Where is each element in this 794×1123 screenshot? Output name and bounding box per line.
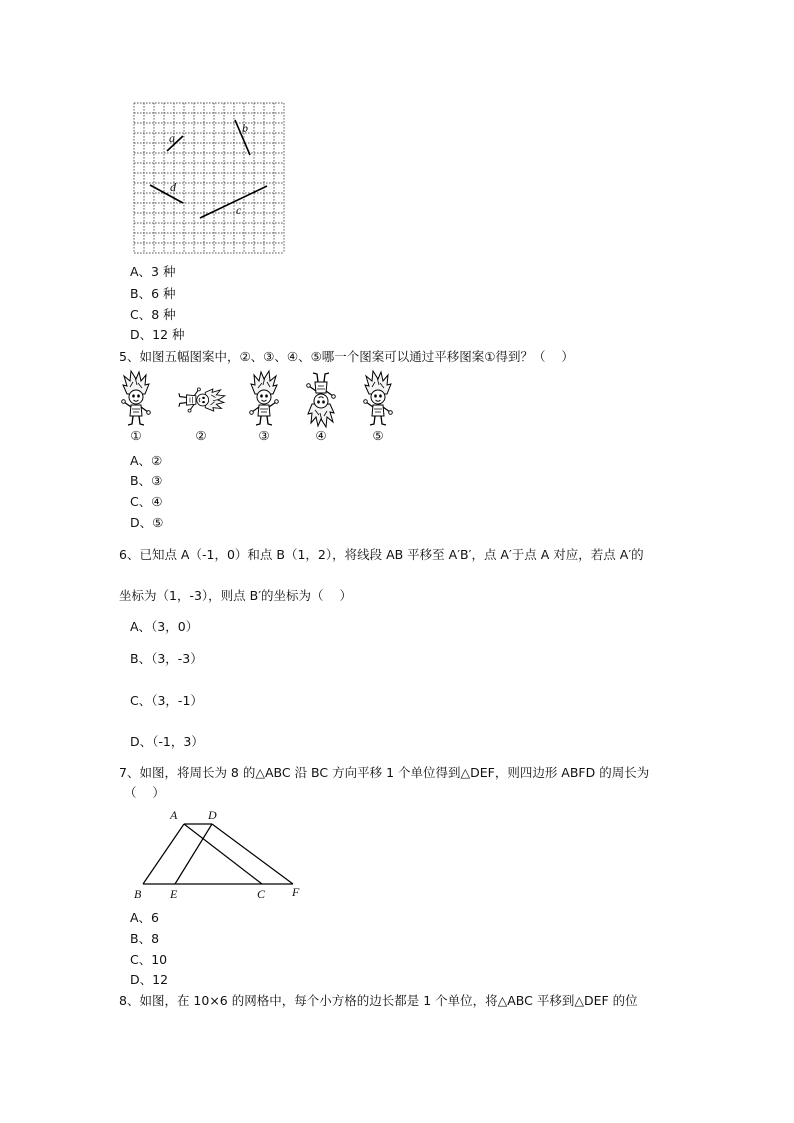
segment-df [212,824,293,884]
point-label-a: A [170,808,178,822]
q7-triangle-figure [130,805,310,900]
q4-option-d: D、12 种 [130,327,185,342]
q6-option-a: A、（3，0） [130,619,199,634]
q6-option-c: C、（3，-1） [130,693,203,708]
segment-de [175,824,212,884]
q6-option-d: D、（-1，3） [130,734,204,749]
point-label-d: D [208,808,217,822]
segment-ab [143,824,184,884]
q6-stem-line2: 坐标为（1，-3），则点 B′的坐标为（ ） [119,588,352,603]
segment-ac [184,824,262,884]
point-label-c: C [257,887,266,901]
mascot-figure-2 [179,388,225,412]
figure-label-4: ④ [315,428,327,443]
q7-option-c: C、10 [130,952,168,967]
q5-option-b: B、③ [130,473,163,488]
grid-lines [134,103,284,253]
mascot-figure-3 [250,371,279,425]
figure-label-1: ① [130,428,142,443]
mascot-figure-4 [307,373,336,427]
q4-option-b: B、6 种 [130,286,176,301]
point-label-b: B [134,887,142,901]
q7-stem-line2: （ ） [124,785,165,800]
q5-option-d: D、⑤ [130,515,164,530]
figure-label-2: ② [195,428,207,443]
q7-option-a: A、6 [130,910,160,925]
q5-option-a: A、② [130,453,163,468]
mascot-figure-5 [364,371,393,425]
point-label-f: F [292,885,300,899]
segment-d [150,185,183,203]
label-c: c [236,203,242,217]
q4-option-c: C、8 种 [130,307,176,322]
q7-stem-line1: 7、如图，将周长为 8 的△ABC 沿 BC 方向平移 1 个单位得到△DEF，则四边形 ABFD 的周长为 [119,765,650,780]
q5-option-c: C、④ [130,494,163,509]
label-a: a [169,131,175,145]
label-b: b [242,121,248,135]
figure-label-5: ⑤ [372,428,384,443]
q7-option-b: B、8 [130,931,160,946]
label-d: d [170,180,176,194]
mascot-figure-1 [122,371,151,425]
figure-label-3: ③ [258,428,270,443]
q4-option-a: A、3 种 [130,264,176,279]
q6-option-b: B、（3，-3） [130,651,203,666]
point-label-e: E [170,887,178,901]
q5-mascot-figures [115,370,405,445]
q6-stem-line1: 6、已知点 A（-1，0）和点 B（1，2），将线段 AB 平移至 A′B′，点 A′于点 A 对应，若点 A′的 [119,547,644,562]
q7-option-d: D、12 [130,972,169,987]
q8-stem-line1: 8、如图，在 10×6 的网格中，每个小方格的边长都是 1 个单位，将△ABC 平移到△DEF 的位 [119,993,638,1008]
q5-stem: 5、如图五幅图案中，②、③、④、⑤哪一个图案可以通过平移图案①得到？（ ） [119,349,574,364]
q4-grid-figure [133,102,285,254]
